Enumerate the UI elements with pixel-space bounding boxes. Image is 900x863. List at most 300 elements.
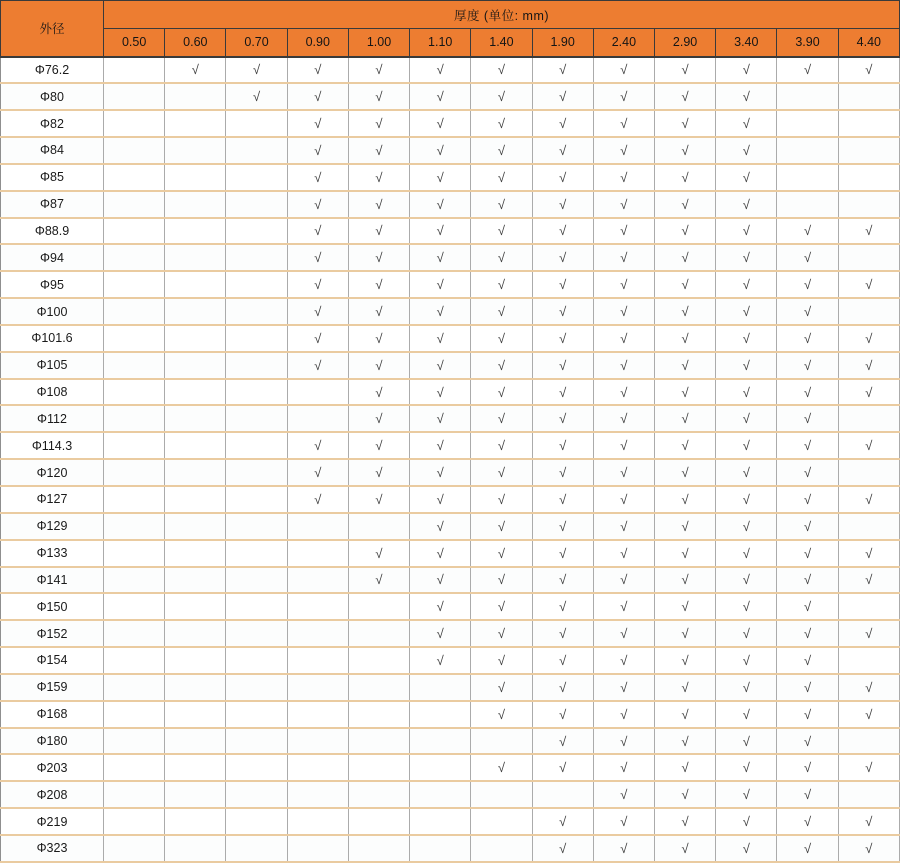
check-cell: √ [410,110,471,137]
table-row [1,352,900,379]
check-cell: √ [654,218,715,245]
check-cell: √ [777,325,838,352]
check-cell: √ [348,405,409,432]
check-cell: √ [348,164,409,191]
empty-cell [104,191,165,218]
empty-cell [226,647,287,674]
table-row [1,271,900,298]
empty-cell [226,110,287,137]
empty-cell [777,110,838,137]
check-cell: √ [654,513,715,540]
thickness-column-header: 1.90 [532,29,593,57]
check-cell: √ [777,728,838,755]
check-cell: √ [348,271,409,298]
check-cell: √ [777,513,838,540]
check-cell: √ [593,164,654,191]
empty-cell [165,620,226,647]
check-cell: √ [532,137,593,164]
empty-cell [287,647,348,674]
check-cell: √ [838,620,899,647]
check-cell: √ [593,110,654,137]
thickness-column-header: 3.40 [716,29,777,57]
check-cell: √ [654,728,715,755]
check-cell: √ [654,701,715,728]
check-cell: √ [532,459,593,486]
check-cell: √ [471,620,532,647]
empty-cell [165,110,226,137]
table-row [1,298,900,325]
check-cell: √ [532,513,593,540]
check-cell: √ [410,432,471,459]
check-cell: √ [593,244,654,271]
diameter-column-header: 外径 [1,1,104,57]
empty-cell [165,325,226,352]
check-cell: √ [716,754,777,781]
check-cell: √ [593,486,654,513]
empty-cell [165,379,226,406]
empty-cell [226,728,287,755]
check-cell: √ [532,191,593,218]
diameter-label: Φ108 [1,379,104,406]
thickness-column-header: 0.50 [104,29,165,57]
check-cell: √ [777,620,838,647]
check-cell: √ [410,271,471,298]
empty-cell [287,781,348,808]
table-row [1,218,900,245]
check-cell: √ [777,459,838,486]
empty-cell [165,271,226,298]
empty-cell [287,620,348,647]
check-cell: √ [532,298,593,325]
empty-cell [410,781,471,808]
check-cell: √ [716,781,777,808]
check-cell: √ [716,620,777,647]
check-cell: √ [777,218,838,245]
check-cell: √ [654,191,715,218]
check-cell: √ [716,271,777,298]
check-cell: √ [410,486,471,513]
check-cell: √ [348,432,409,459]
diameter-label: Φ80 [1,83,104,110]
empty-cell [104,513,165,540]
empty-cell [471,781,532,808]
check-cell: √ [777,808,838,835]
table-row [1,540,900,567]
check-cell: √ [593,593,654,620]
check-cell: √ [348,57,409,84]
empty-cell [287,835,348,862]
check-cell: √ [471,137,532,164]
empty-cell [348,620,409,647]
check-cell: √ [716,405,777,432]
table-row [1,620,900,647]
table-row [1,110,900,137]
check-cell: √ [593,540,654,567]
empty-cell [165,513,226,540]
empty-cell [287,513,348,540]
empty-cell [348,808,409,835]
check-cell: √ [593,379,654,406]
empty-cell [104,379,165,406]
thickness-column-header: 3.90 [777,29,838,57]
check-cell: √ [654,486,715,513]
check-cell: √ [471,271,532,298]
check-cell: √ [471,57,532,84]
check-cell: √ [471,647,532,674]
check-cell: √ [716,191,777,218]
check-cell: √ [654,57,715,84]
check-cell: √ [654,271,715,298]
thickness-column-header: 2.40 [593,29,654,57]
diameter-label: Φ85 [1,164,104,191]
empty-cell [226,191,287,218]
check-cell: √ [287,164,348,191]
check-cell: √ [716,808,777,835]
empty-cell [165,781,226,808]
check-cell: √ [838,218,899,245]
empty-cell [410,808,471,835]
empty-cell [165,432,226,459]
check-cell: √ [654,593,715,620]
check-cell: √ [716,728,777,755]
check-cell: √ [410,83,471,110]
check-cell: √ [593,701,654,728]
table-row [1,701,900,728]
check-cell: √ [593,620,654,647]
empty-cell [838,298,899,325]
check-cell: √ [410,459,471,486]
check-cell: √ [471,513,532,540]
check-cell: √ [654,83,715,110]
check-cell: √ [287,244,348,271]
check-cell: √ [287,83,348,110]
empty-cell [104,674,165,701]
check-cell: √ [777,486,838,513]
check-cell: √ [716,701,777,728]
diameter-label: Φ203 [1,754,104,781]
check-cell: √ [593,754,654,781]
check-cell: √ [471,540,532,567]
check-cell: √ [838,754,899,781]
check-cell: √ [838,486,899,513]
table-row [1,593,900,620]
empty-cell [287,754,348,781]
check-cell: √ [532,325,593,352]
check-cell: √ [532,647,593,674]
check-cell: √ [532,701,593,728]
empty-cell [287,728,348,755]
check-cell: √ [287,271,348,298]
empty-cell [348,674,409,701]
check-cell: √ [593,835,654,862]
check-cell: √ [410,620,471,647]
check-cell: √ [532,540,593,567]
thickness-column-header: 1.10 [410,29,471,57]
check-cell: √ [471,486,532,513]
check-cell: √ [532,352,593,379]
empty-cell [838,781,899,808]
empty-cell [104,432,165,459]
empty-cell [226,835,287,862]
check-cell: √ [716,244,777,271]
empty-cell [348,781,409,808]
empty-cell [226,701,287,728]
check-cell: √ [287,325,348,352]
diameter-label: Φ105 [1,352,104,379]
check-cell: √ [838,57,899,84]
check-cell: √ [838,701,899,728]
table-row [1,191,900,218]
check-cell: √ [654,110,715,137]
check-cell: √ [716,540,777,567]
diameter-label: Φ120 [1,459,104,486]
empty-cell [104,781,165,808]
empty-cell [410,701,471,728]
empty-cell [348,701,409,728]
empty-cell [838,405,899,432]
check-cell: √ [593,218,654,245]
empty-cell [348,513,409,540]
check-cell: √ [838,379,899,406]
check-cell: √ [410,405,471,432]
check-cell: √ [410,593,471,620]
check-cell: √ [348,83,409,110]
empty-cell [226,754,287,781]
empty-cell [165,218,226,245]
check-cell: √ [777,835,838,862]
diameter-label: Φ94 [1,244,104,271]
check-cell: √ [716,674,777,701]
empty-cell [838,164,899,191]
check-cell: √ [471,567,532,594]
empty-cell [104,808,165,835]
check-cell: √ [410,244,471,271]
check-cell: √ [348,137,409,164]
thickness-column-header: 0.90 [287,29,348,57]
check-cell: √ [226,83,287,110]
empty-cell [777,83,838,110]
check-cell: √ [593,459,654,486]
check-cell: √ [532,674,593,701]
empty-cell [165,244,226,271]
check-cell: √ [532,567,593,594]
empty-cell [226,593,287,620]
empty-cell [104,593,165,620]
empty-cell [471,835,532,862]
empty-cell [104,325,165,352]
table-row [1,244,900,271]
diameter-label: Φ141 [1,567,104,594]
check-cell: √ [226,57,287,84]
empty-cell [287,405,348,432]
empty-cell [838,191,899,218]
check-cell: √ [348,218,409,245]
check-cell: √ [777,271,838,298]
empty-cell [165,701,226,728]
table-row [1,486,900,513]
empty-cell [165,298,226,325]
check-cell: √ [532,83,593,110]
check-cell: √ [654,459,715,486]
check-cell: √ [654,620,715,647]
check-cell: √ [471,352,532,379]
empty-cell [226,540,287,567]
empty-cell [104,352,165,379]
check-cell: √ [777,567,838,594]
check-cell: √ [654,781,715,808]
check-cell: √ [471,298,532,325]
table-row [1,674,900,701]
check-cell: √ [716,379,777,406]
empty-cell [471,728,532,755]
check-cell: √ [532,835,593,862]
empty-cell [165,808,226,835]
empty-cell [165,137,226,164]
check-cell: √ [654,835,715,862]
thickness-group-header: 厚度 (单位: mm) [104,1,900,29]
table-row [1,83,900,110]
empty-cell [165,728,226,755]
empty-cell [226,620,287,647]
empty-cell [104,110,165,137]
diameter-label: Φ88.9 [1,218,104,245]
diameter-label: Φ180 [1,728,104,755]
table-row [1,405,900,432]
empty-cell [838,110,899,137]
check-cell: √ [777,754,838,781]
empty-cell [226,513,287,540]
check-cell: √ [777,540,838,567]
check-cell: √ [716,459,777,486]
check-cell: √ [410,379,471,406]
table-row [1,379,900,406]
empty-cell [348,728,409,755]
check-cell: √ [532,593,593,620]
check-cell: √ [532,486,593,513]
empty-cell [226,781,287,808]
check-cell: √ [777,57,838,84]
check-cell: √ [593,137,654,164]
empty-cell [226,674,287,701]
check-cell: √ [716,647,777,674]
check-cell: √ [287,218,348,245]
check-cell: √ [654,352,715,379]
check-cell: √ [471,218,532,245]
empty-cell [165,486,226,513]
empty-cell [165,352,226,379]
check-cell: √ [593,513,654,540]
table-row [1,325,900,352]
check-cell: √ [593,674,654,701]
empty-cell [410,674,471,701]
check-cell: √ [716,835,777,862]
check-cell: √ [716,164,777,191]
check-cell: √ [593,191,654,218]
table-row [1,808,900,835]
empty-cell [226,405,287,432]
empty-cell [348,754,409,781]
empty-cell [287,593,348,620]
check-cell: √ [716,352,777,379]
empty-cell [287,379,348,406]
empty-cell [104,540,165,567]
check-cell: √ [593,83,654,110]
check-cell: √ [471,83,532,110]
check-cell: √ [838,835,899,862]
empty-cell [287,701,348,728]
table-row [1,567,900,594]
check-cell: √ [410,352,471,379]
check-cell: √ [593,325,654,352]
check-cell: √ [777,352,838,379]
check-cell: √ [410,540,471,567]
check-cell: √ [410,298,471,325]
empty-cell [104,486,165,513]
check-cell: √ [287,352,348,379]
check-cell: √ [593,57,654,84]
empty-cell [226,244,287,271]
empty-cell [226,298,287,325]
empty-cell [226,352,287,379]
check-cell: √ [654,325,715,352]
check-cell: √ [838,271,899,298]
thickness-column-header: 0.60 [165,29,226,57]
check-cell: √ [410,513,471,540]
thickness-column-header: 1.40 [471,29,532,57]
empty-cell [104,405,165,432]
empty-cell [410,754,471,781]
empty-cell [348,647,409,674]
check-cell: √ [532,57,593,84]
check-cell: √ [532,620,593,647]
check-cell: √ [593,567,654,594]
check-cell: √ [348,352,409,379]
check-cell: √ [287,432,348,459]
check-cell: √ [410,567,471,594]
empty-cell [104,459,165,486]
table-row [1,754,900,781]
check-cell: √ [532,379,593,406]
check-cell: √ [716,486,777,513]
empty-cell [287,567,348,594]
check-cell: √ [716,218,777,245]
table-row [1,647,900,674]
table-body [1,57,900,863]
table-row [1,835,900,862]
check-cell: √ [471,459,532,486]
empty-cell [838,728,899,755]
check-cell: √ [716,298,777,325]
table-row [1,728,900,755]
empty-cell [165,405,226,432]
check-cell: √ [838,567,899,594]
check-cell: √ [471,244,532,271]
empty-cell [104,620,165,647]
empty-cell [226,486,287,513]
empty-cell [471,808,532,835]
diameter-label: Φ154 [1,647,104,674]
empty-cell [226,218,287,245]
empty-cell [226,379,287,406]
empty-cell [165,754,226,781]
check-cell: √ [838,808,899,835]
check-cell: √ [654,164,715,191]
diameter-label: Φ323 [1,835,104,862]
empty-cell [165,835,226,862]
check-cell: √ [532,432,593,459]
check-cell: √ [471,110,532,137]
diameter-label: Φ82 [1,110,104,137]
